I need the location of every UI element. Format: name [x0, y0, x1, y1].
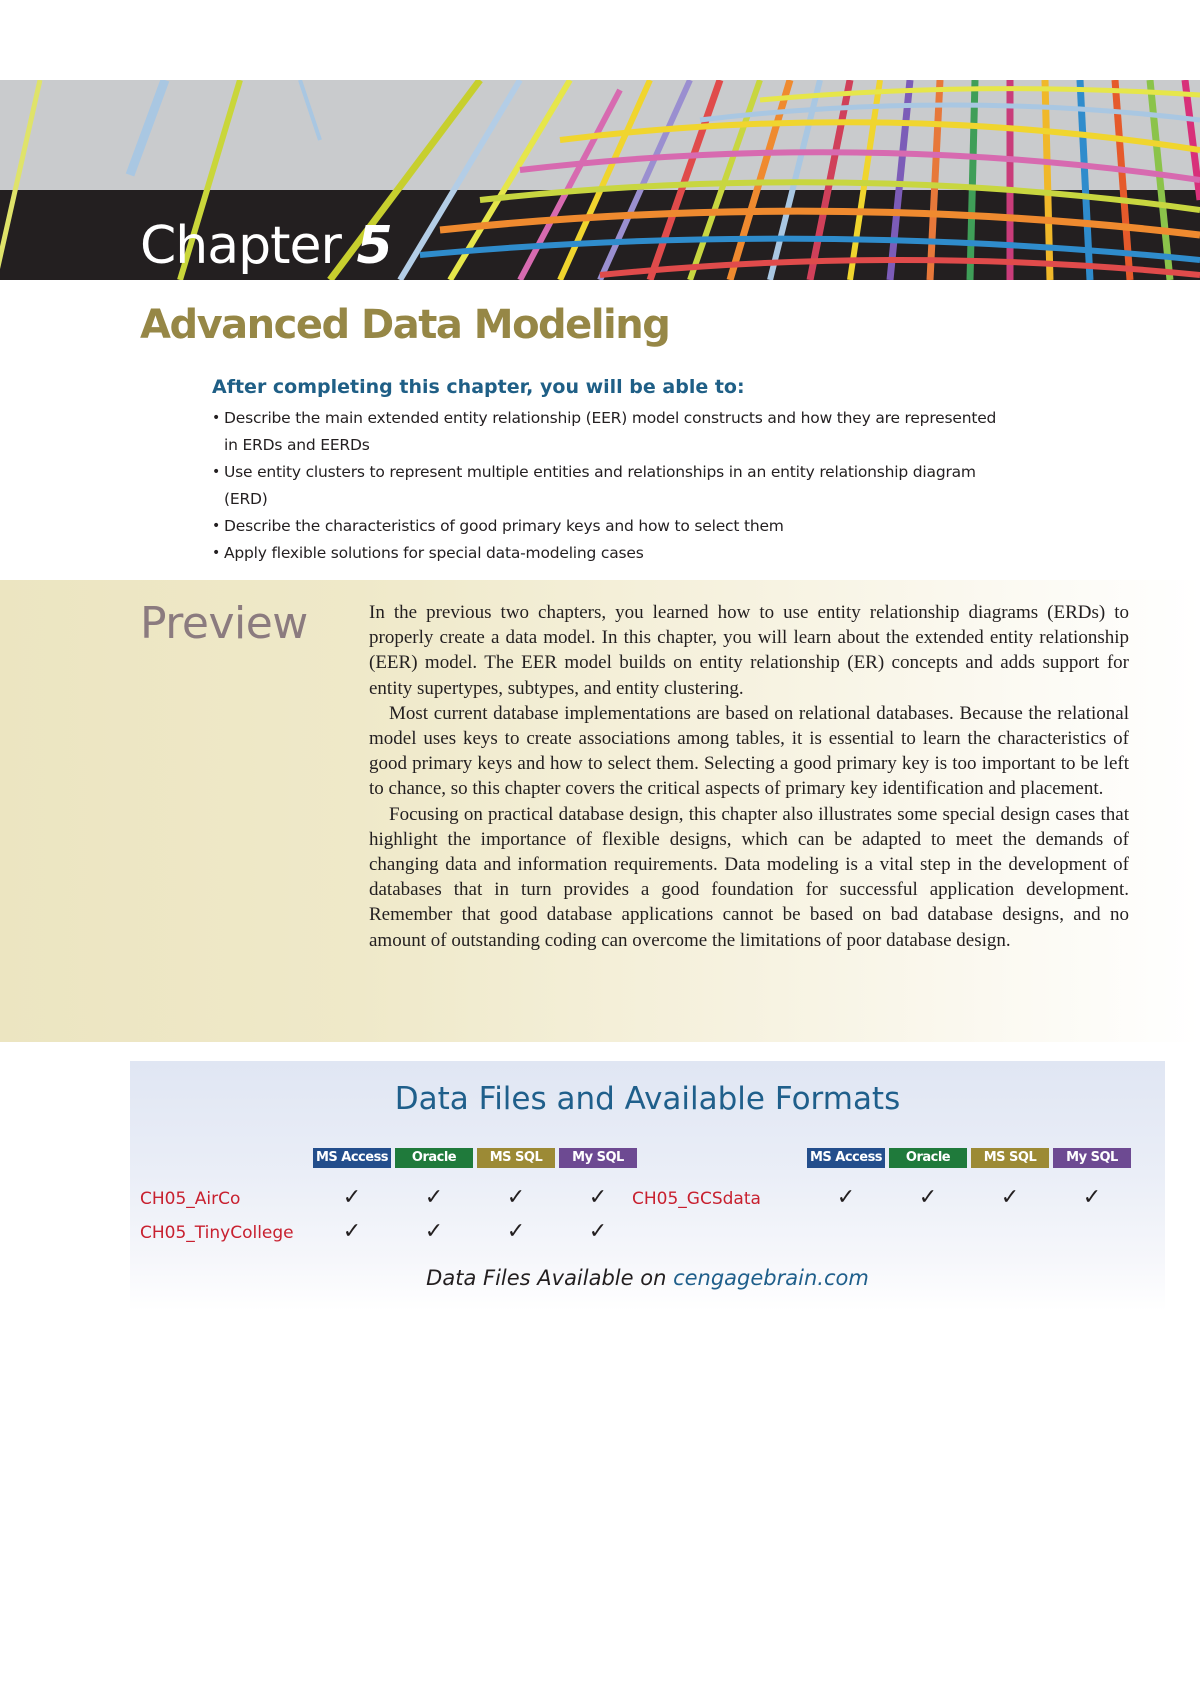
availability-text: Data Files Available on: [426, 1266, 667, 1290]
objective-text: Use entity clusters to represent multiple entities and relationships in an entity relationship diagram (ERD): [224, 463, 976, 508]
data-files-availability: [130, 1266, 1165, 1290]
data-files-heading: Data Files and Available Formats: [394, 1081, 901, 1117]
objective-text: Apply flexible solutions for special data-modeling cases: [224, 544, 644, 562]
format-ms-sql: MS SQL: [477, 1148, 555, 1168]
chapter-title: Advanced Data Modeling: [140, 302, 670, 348]
check-icon: ✓: [918, 1185, 938, 1210]
data-file-link[interactable]: CH05_TinyCollege: [140, 1223, 294, 1243]
check-icon: ✓: [424, 1185, 444, 1210]
check-icon: ✓: [342, 1219, 362, 1244]
format-ms-access: MS Access: [313, 1148, 391, 1168]
objective-text: Describe the main extended entity relationship (EER) model constructs and how they are represented in ERDs and EERDs: [224, 409, 997, 454]
preview-paragraph: In the previous two chapters, you learned how to use entity relationship diagrams (ERDs) to properly create a data model. In this chapter, you will learn about the extended entity relationship (EER) model. The EER model builds on entity relationship (ER) concepts and adds support for entity supertypes, subtypes, and entity clustering.: [369, 602, 1129, 699]
chapter-label: Chapter: [140, 216, 341, 276]
objective-text: Describe the characteristics of good primary keys and how to select them: [224, 517, 784, 535]
check-icon: ✓: [836, 1185, 856, 1210]
preview-body: [369, 600, 1129, 953]
format-oracle: Oracle: [889, 1148, 967, 1168]
preview-paragraph: Focusing on practical database design, this chapter also illustrates some special design cases that highlight the importance of flexible designs, which can be adapted to meet the demands of changing data and information requirements. Data modeling is a vital step in the development of databases that in turn provides a good foundation for successful application development. Remember that good database applications cannot be based on bad database designs, and no amount of outstanding coding can overcome the limitations of poor database design.: [369, 803, 1129, 951]
preview-paragraph: Most current database implementations are based on relational databases. Because the relational model uses keys to create associations among tables, it is essential to learn the characteristics of good primary keys and how to select them. Selecting a good primary key is too important to be left to chance, so this chapter covers the critical aspects of primary key identification and placement.: [369, 702, 1129, 800]
check-icon: ✓: [1082, 1185, 1102, 1210]
objectives-heading: After completing this chapter, you will be able to:: [212, 376, 745, 398]
bullet-icon: •: [212, 410, 221, 426]
chapter-heading: [140, 216, 392, 276]
check-icon: ✓: [588, 1219, 608, 1244]
objectives-list: [212, 405, 1012, 567]
bullet-icon: •: [212, 518, 221, 534]
bullet-icon: •: [212, 464, 221, 480]
data-file-link[interactable]: CH05_GCSdata: [632, 1189, 761, 1209]
check-icon: ✓: [506, 1219, 526, 1244]
format-oracle: Oracle: [395, 1148, 473, 1168]
format-ms-access: MS Access: [807, 1148, 885, 1168]
format-my-sql: My SQL: [1053, 1148, 1131, 1168]
format-my-sql: My SQL: [559, 1148, 637, 1168]
bullet-icon: •: [212, 545, 221, 561]
learning-objectives: [212, 376, 1012, 567]
objective-item: [212, 540, 1012, 567]
data-files-box: [130, 1061, 1165, 1311]
objective-item: [212, 513, 1012, 540]
objective-item: [212, 459, 1012, 513]
check-icon: ✓: [1000, 1185, 1020, 1210]
cengagebrain-link[interactable]: cengagebrain.com: [673, 1266, 869, 1290]
chapter-number: 5: [356, 216, 392, 276]
check-icon: ✓: [506, 1185, 526, 1210]
check-icon: ✓: [588, 1185, 608, 1210]
check-icon: ✓: [424, 1219, 444, 1244]
check-icon: ✓: [342, 1185, 362, 1210]
objective-item: [212, 405, 1012, 459]
preview-heading: Preview: [140, 598, 308, 649]
data-file-link[interactable]: CH05_AirCo: [140, 1189, 241, 1209]
format-ms-sql: MS SQL: [971, 1148, 1049, 1168]
